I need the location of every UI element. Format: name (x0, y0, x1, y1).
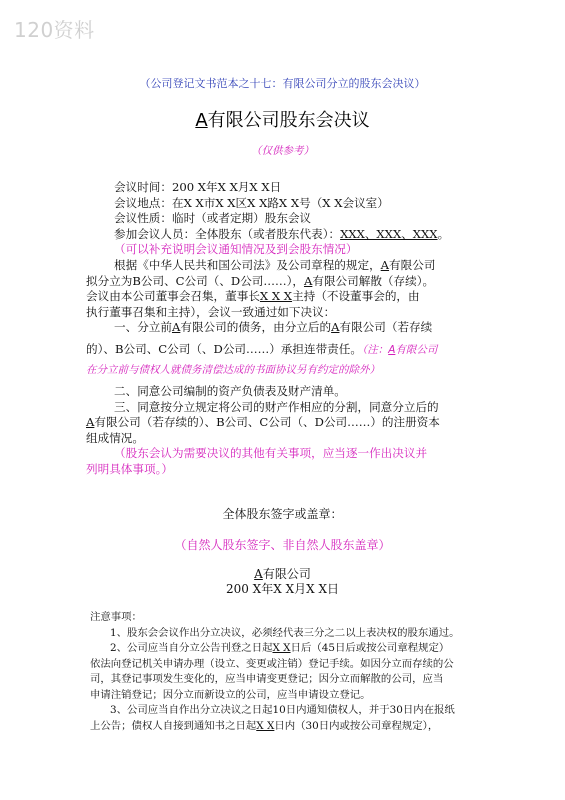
note-3-line2: 上公告；债权人自接到通知书之日起 (90, 719, 257, 732)
signature-date: 200 X年X X月X X日 (225, 582, 340, 596)
res1-part-e: 有限公司（若存续 (339, 320, 433, 334)
resolution-3-line1: 三、同意按分立规定将公司的财产作相应的分割，同意分立后的 (114, 399, 439, 414)
notes-section (90, 610, 500, 734)
note-3-days: X X (256, 719, 275, 732)
pink-note2-line2: 列明具体事项。） (86, 461, 173, 476)
note-2-line4: 申请注销登记；因分立而新设立的公司，应当申请设立登记。 (90, 688, 371, 701)
note-3-line1: 3、公司应当自作出分立决议之日起10日内通知债权人，并于30日内在报纸 (110, 704, 455, 716)
signature-company-letter: A (254, 567, 263, 581)
note-2-line3: 司，其登记事项发生变化的，应当申请变更登记；因分立而解散的公司，应当 (90, 673, 444, 685)
meeting-pink-note: （可以补充说明会议通知情况及到会股东情况） (114, 242, 358, 257)
signature-pink-note: （自然人股东签字、非自然人股东盖章） (174, 538, 391, 552)
title-text: 有限公司股东会决议 (207, 110, 370, 131)
res1-letter-1: A (171, 320, 181, 334)
resolution-1 (86, 320, 498, 358)
document-subtitle: （公司登记文书范本之十七：有限公司分立的股东会决议） (139, 77, 426, 90)
note-1: 1、股东会会议作出分立决议，必须经代表三分之二以上表决权的股东通过。 (110, 626, 460, 639)
para1-line4: 执行董事召集和主持），会议一致通过如下决议： (86, 304, 336, 319)
attendees-end: 。 (437, 226, 450, 241)
attendees-prefix: 参加会议人员：全体股东（或者股东代表）： (114, 226, 341, 241)
res1-part-c: 有限公司的债务，由分立后的 (180, 320, 332, 334)
res1-note-company: 有限公司 (395, 343, 438, 356)
res1-part-a: 一、分立前 (114, 320, 172, 334)
para1-line2: 拟分立为B公司、C公司（、D公司……）， (86, 273, 304, 288)
note-2-days: X X (272, 642, 291, 654)
para1-line3: 会议由本公司董事会召集，董事长 (86, 289, 260, 304)
reference-note: （仅供参考） (251, 145, 314, 157)
para1-line2-end: 有限公司解散（存续）。 (312, 273, 435, 288)
res3-letter: A (86, 415, 95, 430)
paragraph-basis (86, 258, 498, 320)
resolution-2: 二、同意公司编制的资产负债表及财产清单。 (114, 384, 346, 398)
res1-note-open: （注： (361, 343, 389, 356)
note-3-line2-end: 日内（30日内或按公司章程规定）， (274, 719, 439, 732)
meeting-info (86, 180, 498, 258)
notes-header: 注意事项： (90, 611, 142, 623)
pink-note2-line1: （股东会认为需要决议的其他有关事项，应当逐一作出决议并 (114, 446, 428, 461)
para1-company-letter-2: A (303, 273, 313, 288)
page-title (0, 106, 565, 132)
meeting-time: 会议时间：200 X年X X月X X日 (114, 180, 282, 194)
res3-line2: 有限公司（若存续的）、B公司、C公司（、D公司……）的注册资本 (94, 415, 440, 430)
note-2-line1: 2、公司应当自分立公告刊登之日起 (110, 642, 273, 654)
meeting-place: 会议地点：在X X市X X区X X路X X号（X X会议室） (114, 195, 389, 210)
res1-line2: 的）、B公司、C公司（、D公司……）承担连带责任。 (86, 341, 362, 356)
res1-note-letter: A (388, 343, 396, 356)
para1-company-letter: A (380, 258, 390, 272)
para1-line1: 根据《中华人民共和国公司法》及公司章程的规定， (114, 258, 381, 272)
note-2-line2: 依法向登记机关申请办理（设立、变更或注销）登记手续。如因分立而存续的公 (90, 657, 454, 670)
watermark: 120资料 (14, 18, 95, 42)
res3-line3: 组成情况。 (86, 430, 144, 445)
chairman-name: X X X (259, 289, 293, 304)
res1-letter-2: A (331, 320, 340, 334)
resolution-2-3 (86, 384, 498, 478)
signature-label: 全体股东签字或盖章： (222, 507, 343, 521)
note-2-line1-end: 日后（45日后或按公司章程规定） (290, 642, 450, 654)
para1-line1-end: 有限公司 (389, 258, 436, 272)
title-company-letter: A (195, 110, 208, 131)
signature-company-name: 有限公司 (262, 567, 311, 581)
meeting-nature: 会议性质：临时（或者定期）股东会议 (114, 211, 312, 226)
attendees-names: XXX、XXX、XXX (340, 226, 438, 241)
meeting-attendees (86, 227, 498, 243)
res1-note-line: 在分立前与债权人就债务清偿达成的书面协议另有约定的除外） (86, 364, 380, 376)
para1-line3-end: 主持（不设董事会的，由 (292, 289, 420, 304)
